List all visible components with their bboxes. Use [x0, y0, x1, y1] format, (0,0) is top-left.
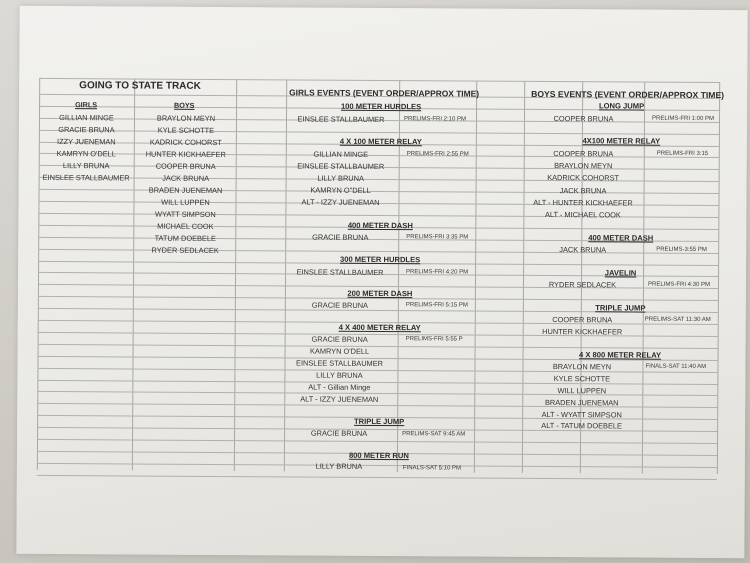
- girls-event-time: PRELIMS-FRI 5:15 PM: [405, 302, 468, 309]
- boys-list-item: TATUM DOEBELE: [154, 233, 216, 243]
- boys-list-item: WILL LUPPEN: [161, 197, 210, 207]
- boys-list-item: COOPER BRUNA: [155, 161, 216, 171]
- girls-event-entry: EINSLEE STALLBAUMER: [297, 161, 385, 172]
- girls-event-title: 300 METER HURDLES: [340, 254, 421, 265]
- boys-list-item: WYATT SIMPSON: [154, 209, 216, 219]
- girls-event-title: TRIPLE JUMP: [354, 416, 405, 427]
- boys-event-title: TRIPLE JUMP: [595, 303, 646, 313]
- girls-event-title: 100 METER HURDLES: [340, 101, 422, 112]
- girls-event-time: PRELIMS-FRI 3:35 PM: [406, 234, 469, 241]
- boys-list-item: JACK BRUNA: [162, 173, 210, 183]
- girls-event-entry: LILLY BRUNA: [315, 461, 363, 471]
- girls-event-title: 400 METER DASH: [347, 220, 413, 231]
- girls-list-item: GRACIE BRUNA: [58, 125, 115, 135]
- girls-list-item: KAMRYN O'DELL: [56, 149, 116, 159]
- boys-event-time: PRELIMS-FRI 3:15: [656, 150, 709, 157]
- boys-event-entry: ALT - HUNTER KICKHAEFER: [533, 197, 633, 208]
- paper-sheet: [16, 6, 747, 558]
- girls-event-title: 200 METER DASH: [347, 288, 413, 299]
- girls-event-time: PRELIMS-FRI 5:55 P: [405, 336, 463, 343]
- girls-list-item: EINSLEE STALLBAUMER: [42, 172, 130, 183]
- schedule-table: [37, 78, 725, 474]
- boys-event-entry: COOPER BRUNA: [552, 315, 613, 325]
- page-title: GOING TO STATE TRACK: [79, 80, 201, 92]
- girls-event-entry: EINSLEE STALLBAUMER: [296, 358, 383, 369]
- girls-event-entry: LILLY BRUNA: [316, 370, 363, 380]
- girls-event-entry: ALT - Gillian Minge: [308, 382, 371, 392]
- girls-event-time: PRELIMS-SAT 9:45 AM: [402, 431, 466, 438]
- girls-event-time: PRELIMS-FRI 2:55 PM: [406, 151, 469, 158]
- girls-list-item: LILLY BRUNA: [62, 161, 110, 171]
- boys-event-entry: COOPER BRUNA: [553, 114, 614, 124]
- girls-event-entry: ALT - IZZY JUENEMAN: [301, 197, 380, 207]
- girls-event-entry: EINSLEE STALLBAUMER: [296, 267, 384, 278]
- boys-list-item: RYDER SEDLACEK: [151, 245, 219, 256]
- boys-event-entry: ALT - MICHAEL COOK: [544, 209, 621, 220]
- girls-header: GIRLS: [75, 100, 98, 110]
- boys-event-entry: HUNTER KICKHAEFER: [542, 326, 623, 337]
- boys-events-title: BOYS EVENTS (EVENT ORDER/APPROX TIME): [531, 88, 725, 101]
- boys-event-title: 400 METER DASH: [588, 233, 654, 243]
- boys-event-title: 4 X 800 METER RELAY: [579, 350, 662, 360]
- girls-list-item: GILLIAN MINGE: [59, 113, 114, 123]
- girls-event-entry: KAMRYN O'DELL: [309, 346, 370, 356]
- girls-event-time: PRELIMS-FRI 2:10 PM: [403, 116, 467, 123]
- boys-event-title: 4X100 METER RELAY: [582, 136, 661, 146]
- girls-event-entry: GRACIE BRUNA: [310, 428, 368, 438]
- boys-event-entry: KYLE SCHOTTE: [553, 374, 611, 384]
- boys-event-entry: ALT - TATUM DOEBELE: [541, 420, 622, 431]
- boys-event-entry: BRAYLON MEYN: [552, 362, 612, 372]
- boys-list-item: KADRICK COHORST: [149, 137, 222, 148]
- boys-event-entry: RYDER SEDLACEK: [548, 280, 617, 290]
- girls-event-entry: LILLY BRUNA: [317, 173, 364, 183]
- boys-event-entry: KADRICK COHORST: [547, 173, 620, 183]
- girls-event-title: 800 METER RUN: [348, 450, 409, 461]
- boys-event-title: LONG JUMP: [598, 101, 645, 111]
- boys-event-title: JAVELIN: [604, 268, 637, 278]
- boys-list-item: BRAYLON MEYN: [156, 113, 216, 123]
- table-row-line: [37, 475, 717, 480]
- boys-event-time: FINALS-SAT 11:40 AM: [645, 363, 707, 370]
- boys-event-entry: JACK BRUNA: [559, 186, 607, 196]
- girls-event-entry: GRACIE BRUNA: [311, 300, 369, 310]
- girls-event-entry: EINSLEE STALLBAUMER: [297, 114, 385, 125]
- girls-event-entry: KAMRYN O"DELL: [310, 185, 371, 195]
- boys-list-item: BRADEN JUENEMAN: [148, 185, 223, 196]
- boys-event-entry: BRADEN JUENEMAN: [544, 397, 619, 408]
- boys-list-item: KYLE SCHOTTE: [157, 125, 215, 135]
- girls-event-entry: GRACIE BRUNA: [311, 334, 368, 344]
- table-row-line: [37, 439, 717, 444]
- boys-event-time: PRELIMS-SAT 11:30 AM: [644, 316, 711, 324]
- boys-event-time: PRELIMS-FRI 1:00 PM: [651, 115, 715, 123]
- girls-event-time: FINALS-SAT 5:10 PM: [402, 465, 462, 472]
- boys-header: BOYS: [174, 100, 195, 110]
- boys-event-entry: BRAYLON MEYN: [554, 161, 613, 171]
- girls-event-title: 4 X 100 METER RELAY: [339, 136, 422, 147]
- girls-events-title: GIRLS EVENTS (EVENT ORDER/APPROX TIME): [289, 87, 480, 99]
- girls-list-item: IZZY JUENEMAN: [57, 137, 116, 147]
- girls-event-time: PRELIMS-FRI 4:20 PM: [406, 269, 469, 276]
- boys-event-entry: WILL LUPPEN: [557, 386, 607, 396]
- girls-event-entry: GILLIAN MINGE: [313, 149, 369, 159]
- boys-event-time: PRELIMS-FRI 4:30 PM: [647, 281, 711, 289]
- girls-event-entry: ALT - IZZY JUENEMAN: [300, 394, 379, 404]
- boys-event-entry: ALT - WYATT SIMPSON: [541, 409, 622, 420]
- boys-event-entry: COOPER BRUNA: [553, 149, 614, 159]
- boys-event-time: PRELIMS-3:55 PM: [656, 246, 707, 253]
- boys-list-item: MICHAEL COOK: [157, 221, 214, 231]
- girls-event-title: 4 X 400 METER RELAY: [338, 322, 421, 333]
- boys-list-item: HUNTER KICKHAEFER: [145, 149, 226, 160]
- girls-event-entry: GRACIE BRUNA: [312, 232, 369, 242]
- boys-event-entry: JACK BRUNA: [559, 245, 607, 255]
